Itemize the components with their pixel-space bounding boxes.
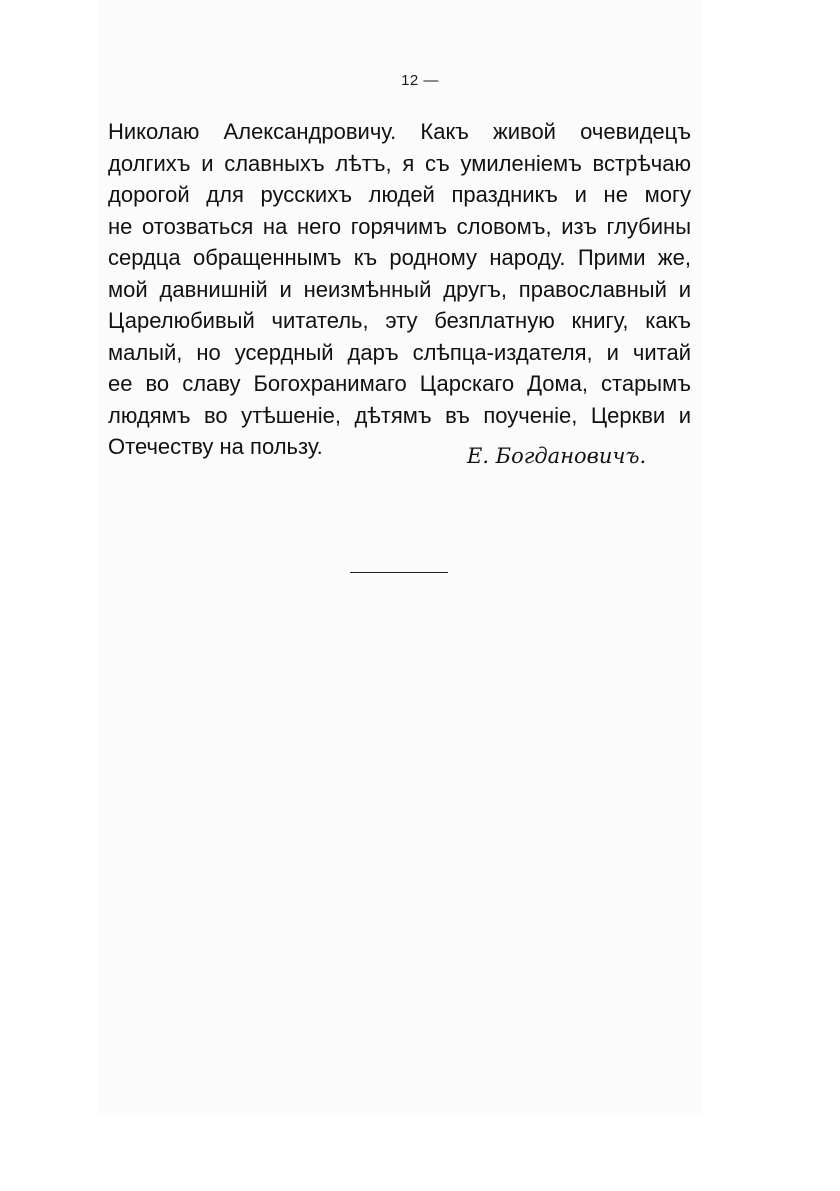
text-line: сердца обращеннымъ къ родному народу. Прими же,: [108, 245, 691, 270]
text-line: не отозваться на него горячимъ словомъ, изъ глубины: [108, 213, 691, 239]
text-line: мой давнишній и неизмѣнный другъ, православный и: [108, 276, 691, 302]
signature: Е. Богдановичъ.: [467, 444, 647, 468]
text-line: Николаю Александровичу. Какъ живой очевидецъ: [108, 119, 691, 144]
text-line: долгихъ и славныхъ лѣтъ, я съ умиленіемъ встрѣчаю: [108, 150, 691, 176]
text-line: Отечеству на пользу.: [108, 434, 323, 459]
text-line: Царелюбивый читатель, эту безплатную книгу, какъ: [108, 308, 691, 333]
text-line: ее во славу Богохранимаго Царскаго Дома, старымъ: [108, 371, 691, 396]
text-line: малый, но усердный даръ слѣпца-издателя, и читай: [108, 339, 691, 365]
text-line: дорогой для русскихъ людей праздникъ и не могу: [108, 182, 691, 207]
body-paragraph: [108, 116, 691, 463]
text-line: людямъ во утѣшеніе, дѣтямъ въ поученіе, Церкви и: [108, 402, 691, 428]
section-end-rule: [350, 572, 448, 573]
page-number: 12 —: [401, 72, 439, 89]
